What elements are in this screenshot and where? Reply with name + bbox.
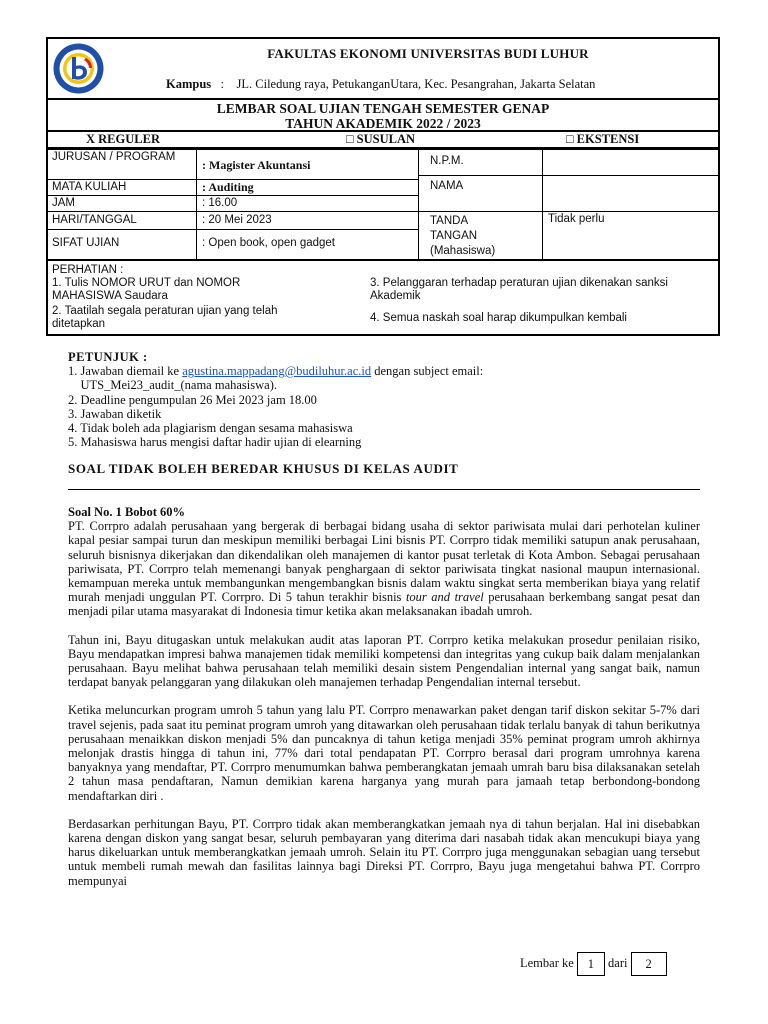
- university-logo-icon: [52, 42, 105, 95]
- mode-susulan: □ SUSULAN: [346, 132, 416, 146]
- page-of-label: dari: [608, 955, 628, 970]
- notice-item-1-line1: 1. Tulis NOMOR URUT dan NOMOR: [52, 277, 241, 289]
- exam-mode-row: [46, 132, 720, 149]
- npm-label: N.P.M.: [430, 155, 464, 167]
- instruction-1-subject: UTS_Mei23_audit_(nama mahasiswa).: [68, 378, 277, 393]
- question-1-paragraph-2: Tahun ini, Bayu ditugaskan untuk melakukan audit atas laporan PT. Corrpro ketika melakukan prosedur penilaian risiko, Bayu mendapatkan impresi bahwa manajemen tidak memiliki kompetensi dan integritas yang cukup baik dalam menjalankan perusahaan. Bayu melihat bahwa perusahaan telah memiliki desain sistem Pengendalian internal yang sangat baik, namun terdapat banyak pelanggaran yang dilakukan oleh manajemen terhadap Pengendalian internal tersebut.: [68, 632, 700, 690]
- notice-item-2-line2: ditetapkan: [52, 318, 106, 330]
- instruction-2: 2. Deadline pengumpulan 26 Mei 2023 jam 18.00: [68, 392, 317, 407]
- campus-sep: :: [220, 77, 225, 91]
- matkul-label: MATA KULIAH: [52, 181, 127, 193]
- notice-item-2-line1: 2. Taatilah segala peraturan ujian yang telah: [52, 305, 278, 317]
- mode-reguler: X REGULER: [86, 132, 160, 146]
- notice-title: PERHATIAN :: [52, 264, 124, 276]
- jurusan-label: JURUSAN / PROGRAM: [52, 151, 176, 163]
- question-1-title: Soal No. 1 Bobot 60%: [68, 505, 186, 519]
- instruction-4: 4. Tidak boleh ada plagiarism dengan sesama mahasiswa: [68, 421, 353, 436]
- page-number: 1: [577, 952, 605, 976]
- jam-value: : 16.00: [202, 197, 238, 209]
- confidential-heading: SOAL TIDAK BOLEH BEREDAR KHUSUS DI KELAS AUDIT: [68, 461, 459, 476]
- notice-item-2: [52, 305, 352, 331]
- instruction-3: 3. Jawaban diketik: [68, 406, 162, 421]
- exam-info-table: [46, 149, 720, 261]
- page-total: 2: [631, 952, 667, 976]
- header-box: [46, 37, 720, 100]
- notice-item-1: [52, 277, 352, 303]
- ttd-label-line3: (Mahasiswa): [430, 245, 496, 257]
- hari-value: : 20 Mei 2023: [202, 214, 272, 226]
- divider: [68, 489, 700, 490]
- ttd-label-line2: TANGAN: [430, 230, 478, 242]
- faculty-title: FAKULTAS EKONOMI UNIVERSITAS BUDI LUHUR: [267, 46, 589, 61]
- page-footer: [520, 952, 667, 976]
- hari-label: HARI/TANGGAL: [52, 214, 137, 226]
- sifat-value: : Open book, open gadget: [202, 237, 335, 249]
- nama-label: NAMA: [430, 180, 464, 192]
- notice-item-3-line2: Akademik: [370, 290, 421, 302]
- question-1: [68, 505, 700, 902]
- jurusan-value: : Magister Akuntansi: [202, 158, 311, 172]
- notice-item-4: 4. Semua naskah soal harap dikumpulkan kembali: [370, 312, 627, 324]
- exam-year: TAHUN AKADEMIK 2022 / 2023: [285, 116, 481, 131]
- instructions-title: PETUNJUK :: [68, 350, 148, 364]
- instruction-1-post: dengan subject email:: [371, 364, 484, 379]
- instruction-1: [68, 364, 708, 378]
- campus-label: Kampus: [166, 77, 212, 91]
- question-1-paragraph-4: Berdasarkan perhitungan Bayu, PT. Corrpro tidak akan memberangkatkan jemaah nya di tahun berjalan. Hal ini disebabkan karena dengan diskon yang sangat besar, seluruh pembayaran yang diterima dari nasabah tidak akan mencukupi biaya yang harus dikeluarkan untuk memberangkatkan jemaah umroh. Selain itu PT. Corrpro juga menggunakan sebagian uang tersebut untuk membeli rumah mewah dan fasilitas lainnya bagi Direksi PT. Corrpro, Bayu juga mengetahui bahwa PT. Corrpro mempunyai: [68, 816, 700, 888]
- p1-italic: tour and travel: [405, 590, 484, 605]
- notice-item-1-line2: MAHASISWA Saudara: [52, 290, 168, 302]
- sifat-label: SIFAT UJIAN: [52, 237, 120, 249]
- exam-title-box: [46, 99, 720, 132]
- notice-item-3: [370, 277, 720, 303]
- campus-address-text: JL. Ciledung raya, PetukanganUtara, Kec. Pesangrahan, Jakarta Selatan: [236, 77, 596, 91]
- question-1-paragraph-1: [68, 519, 700, 618]
- mode-ekstensi: □ EKSTENSI: [566, 132, 640, 146]
- question-1-paragraph-3: Ketika meluncurkan program umroh 5 tahun yang lalu PT. Corrpro menawarkan paket dengan tarif diskon sekitar 5-7% dari travel sejenis, pada saat itu peminat program umroh yang ditawarkan oleh perusahaan tidak terlalu banyak di tahun berikutnya perusahaan menaikkan diskon menjadi 5% dan puncaknya di tahun ketiga menjadi 35% peminat program umroh akhirnya melonjak drastis hingga di tahun ini, 77% dari total pendapatan PT. Corrpro berasal dari program umrohnya karena banyaknya yang mendaftar, PT. Corrpro menumumkan bahwa pemberangkatan jemaah umrah baru bisa dilaksanakan setelah 2 tahun masa pendaftaran, Namun demikian karena harganya yang murah para jamaah tetap berbondong-bondong mendaftarkan diri .: [68, 703, 700, 803]
- page-label: Lembar ke: [520, 955, 574, 970]
- p1-text-a: PT. Corrpro adalah perusahaan yang bergerak di berbagai bidang usaha di sektor pariwisata mulai dari perhotelan kuliner kapal pesiar sampai turun dan meskipun memiliki berbagai Lini bisnis PT. Corrpro tidak memiliki satupun anak perusahaan, seluruh bisnisnya dikerjakan dan dikendalikan oleh manajemen di kantor pusat terletak di Kota Ambon. Sebagai perusahaan pariwisata, PT. Corrpro telah memenangi banyak penghargaan di sektor pariwisata tingkat nasional maupun internasional. kemampuan mereka untuk membangunkan mengembangkan bisnis dalam waktu singkat serta memberikan biaya yang relatif murah menjadi unggulan PT. Corrpro. Di 5 tahun terakhir bisnis: [68, 519, 700, 605]
- p1-text-b: perusahaan berkembang sangat pesat dan menjadi pilar utama masyarakat di Indonesia timur ketika akan melaksanakan ibadah umroh.: [68, 590, 700, 619]
- instructions: [68, 350, 708, 449]
- email-link[interactable]: agustina.mappadang@budiluhur.ac.id: [182, 364, 372, 379]
- campus-address: [166, 77, 595, 92]
- exam-title: LEMBAR SOAL UJIAN TENGAH SEMESTER GENAP: [216, 101, 550, 116]
- matkul-value: : Auditing: [202, 180, 254, 194]
- ttd-value: Tidak perlu: [548, 213, 605, 225]
- instruction-5: 5. Mahasiswa harus mengisi daftar hadir ujian di elearning: [68, 435, 362, 450]
- ttd-label: [430, 214, 495, 259]
- ttd-label-line1: TANDA: [430, 215, 469, 227]
- instruction-1-pre: 1. Jawaban diemail ke: [68, 364, 183, 379]
- jam-label: JAM: [52, 197, 75, 209]
- notice-box: [46, 260, 720, 336]
- notice-item-3-line1: 3. Pelanggaran terhadap peraturan ujian dikenakan sanksi: [370, 277, 668, 289]
